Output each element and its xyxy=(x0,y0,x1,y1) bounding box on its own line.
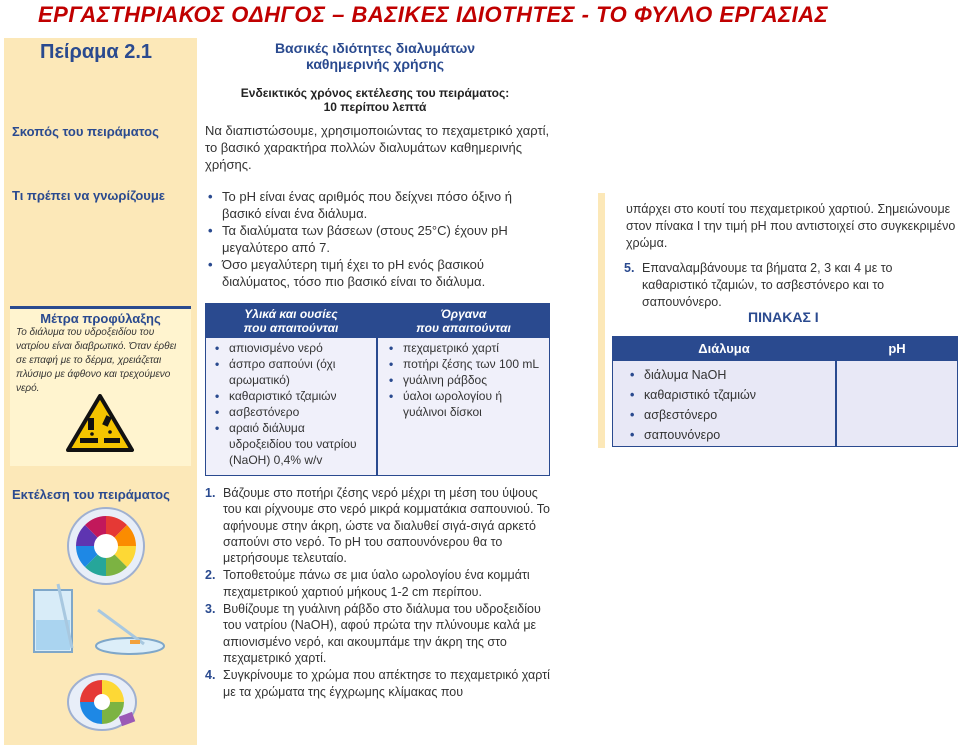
corrosive-warning-icon xyxy=(66,394,134,452)
materials-header-line1: Υλικά και ουσίες xyxy=(244,307,338,321)
section-procedure-label: Εκτέλεση του πειράματος xyxy=(12,487,170,502)
table-title: ΠΙΝΑΚΑΣ Ι xyxy=(748,309,819,325)
materials-header-line2: που απαιτούνται xyxy=(243,321,339,335)
time-line2: 10 περίπου λεπτά xyxy=(323,100,427,114)
step-text: Βάζουμε στο ποτήρι ζέσης νερό μέχρι τη μέση του ύψους του και ρίχνουμε στο νερό μικρά κομματάκια σαπουνιού. Το αφήνουμε στην άκρη, ώστε να διαλυθεί σιγά-σιγά αρκετό σαπούνι στο νερό. Το pH του σαπουνόνερου θα το μετρήσουμε τελευταίο. xyxy=(223,486,550,566)
table-header-solution: Διάλυμα xyxy=(613,337,835,361)
time-line1: Ενδεικτικός χρόνος εκτέλεσης του πειράματος: xyxy=(240,86,510,100)
material-item: • άσπρο σαπούνι (όχι αρωματικό) xyxy=(229,356,370,388)
step-number: 2. xyxy=(205,568,216,583)
table-divider xyxy=(835,337,837,446)
step-text: Συγκρίνουμε το χρώμα που απέκτησε το πεχαμετρικό χαρτί με τα χρώματα της έγχρωμης κλίμακας που xyxy=(223,668,550,699)
right-continuation xyxy=(598,193,960,448)
ph-color-scale-icon xyxy=(66,506,146,586)
solution-row: • διάλυμα NaOH xyxy=(644,365,756,385)
materials-header xyxy=(206,304,376,338)
step-4 xyxy=(205,667,550,700)
header-title-line2: καθημερινής χρήσης xyxy=(305,56,445,72)
header-title-line1: Βασικές ιδιότητες διαλυμάτων xyxy=(274,40,476,56)
step-number: 4. xyxy=(205,668,216,683)
step-3 xyxy=(205,601,550,666)
ph-table xyxy=(612,336,958,447)
beaker-and-watch-glass-icon xyxy=(22,578,172,668)
instruments-header-line2: που απαιτούνται xyxy=(416,321,511,335)
material-item: • απιονισμένο νερό xyxy=(229,340,370,356)
step-5 xyxy=(626,260,958,311)
know-list xyxy=(205,188,550,290)
step-text: Τοποθετούμε πάνω σε μια ύαλο ωρολογίου ένα κομμάτι πεχαμετρικού χαρτιού μήκους 1-2 cm περίπου. xyxy=(223,568,530,599)
know-item: • Το pH είναι ένας αριθμός που δείχνει πόσο όξινο ή βασικό είναι ένα διάλυμα. xyxy=(222,188,550,222)
section-know-label: Τι πρέπει να γνωρίζουμε xyxy=(12,188,165,203)
experiment-title: Πείραμα 2.1 xyxy=(40,41,153,63)
page-title: ΕΡΓΑΣΤΗΡΙΑΚΟΣ ΟΔΗΓΟΣ – ΒΑΣΙΚΕΣ ΙΔΙΟΤΗΤΕΣ - ΤΟ ΦΥΛΛΟ ΕΡΓΑΣΙΑΣ xyxy=(38,2,829,27)
safety-title: Μέτρα προφύλαξης xyxy=(40,311,161,326)
material-item: • ασβεστόνερο xyxy=(229,404,370,420)
solution-row: • ασβεστόνερο xyxy=(644,405,756,425)
solution-list xyxy=(627,365,756,445)
continued-text: υπάρχει στο κουτί του πεχαμετρικού χαρτιού. Σημειώνουμε στον πίνακα Ι την τιμή pH που αντιστοιχεί στο συγκεκριμένο χρώμα. xyxy=(626,202,956,250)
instrument-item: • γυάλινη ράβδος xyxy=(403,372,544,388)
solution-row: • καθαριστικό τζαμιών xyxy=(644,385,756,405)
instruments-header xyxy=(378,304,549,338)
safety-text: Το διάλυμα του υδροξειδίου του νατρίου είναι διαβρωτικό. Όταν έρθει σε επαφή με το δέρμα, χρειάζεται πλύσιμο με άφθονο και τρεχούμενο νερό. xyxy=(16,327,177,394)
table-header-ph: pH xyxy=(837,337,957,361)
solution-row: • σαπουνόνερο xyxy=(644,425,756,445)
right-side-bar xyxy=(598,193,605,448)
step-text: Βυθίζουμε τη γυάλινη ράβδο στο διάλυμα του υδροξειδίου του νατρίου (NaOH), αφού πρώτα την πλύνουμε καλά με απιονισμένο νερό, και ακουμπάμε την άκρη της στο πεχαμετρικό χαρτί. xyxy=(223,602,541,665)
materials-list xyxy=(212,340,370,468)
materials-table xyxy=(205,303,550,476)
right-text-block xyxy=(626,201,958,311)
step-number: 5. xyxy=(624,261,635,275)
color-comparison-icon xyxy=(66,670,138,732)
know-item: • Τα διαλύματα των βάσεων (στους 25°C) έχουν pH μεγαλύτερο από 7. xyxy=(222,222,550,256)
column-divider xyxy=(376,304,378,475)
material-item: • αραιό διάλυμα υδροξειδίου του νατρίου (NaOH) 0,4% w/v xyxy=(229,420,370,468)
aim-text: Να διαπιστώσουμε, χρησιμοποιώντας το πεχαμετρικό χαρτί, το βασικό χαρακτήρα πολλών διαλυμάτων καθημερινής χρήσης. xyxy=(205,123,550,172)
section-aim-label: Σκοπός του πειράματος xyxy=(12,124,159,139)
step-2 xyxy=(205,567,550,600)
instruments-header-line1: Όργανα xyxy=(440,307,487,321)
step-text: Επαναλαμβάνουμε τα βήματα 2, 3 και 4 με το καθαριστικό τζαμιών, το ασβεστόνερο και το σαπουνόνερο. xyxy=(642,261,893,309)
left-sidebar xyxy=(4,38,197,745)
instrument-item: • ύαλοι ωρολογίου ή γυάλινοι δίσκοι xyxy=(403,388,544,420)
safety-box xyxy=(10,306,191,466)
instruments-list xyxy=(386,340,544,420)
know-item: • Όσο μεγαλύτερη τιμή έχει το pH ενός βασικού διαλύματος, τόσο πιο βασικό είναι το διάλυμα. xyxy=(222,256,550,290)
procedure-steps xyxy=(205,485,550,701)
step-1 xyxy=(205,485,550,566)
instrument-item: • ποτήρι ζέσης των 100 mL xyxy=(403,356,544,372)
material-item: • καθαριστικό τζαμιών xyxy=(229,388,370,404)
step-number: 1. xyxy=(205,486,216,500)
instrument-item: • πεχαμετρικό χαρτί xyxy=(403,340,544,356)
step-number: 3. xyxy=(205,602,216,617)
experiment-header xyxy=(205,40,545,114)
